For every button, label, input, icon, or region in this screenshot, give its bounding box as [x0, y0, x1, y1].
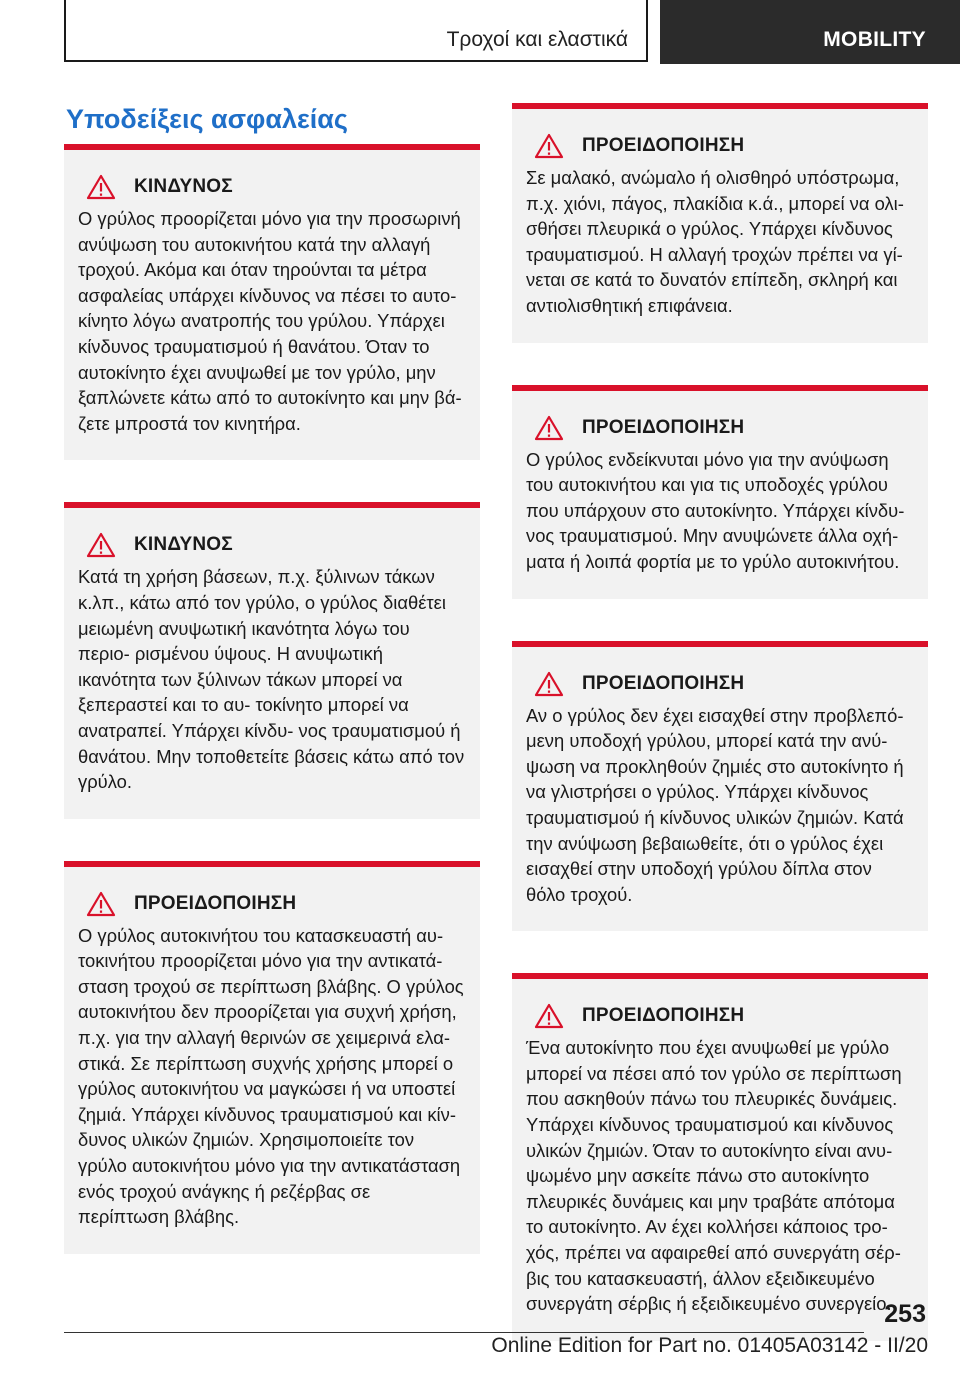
header-chapter-tab — [64, 0, 648, 62]
warning-text: Ο γρύλος ενδείκνυται μόνο για την ανύψωση του αυτοκινήτου και για τις υποδοχές γρύλου που υπάρχουν στο αυτοκίνητο. Υπάρχει κίνδυ- νος τραυματισμού. Μην ανυψώνετε άλλα οχή- ματα ή λοιπά φορτία με το γρύλο αυτοκινήτου. — [526, 448, 905, 572]
warning-box-header — [78, 172, 466, 202]
right-column — [512, 103, 928, 1383]
warning-box-danger-2 — [64, 502, 480, 818]
header-brand-tab — [660, 0, 960, 64]
warning-triangle-icon — [86, 891, 116, 917]
warning-text: Σε μαλακό, ανώμαλο ή ολισθηρό υπόστρωμα, π.χ. χιόνι, πάγος, πλακίδια κ.ά., μπορεί να ολι- σθήσει πλευρικά ο γρύλος. Υπάρχει κίνδυνος τραυματισμού. Η αλλαγή τροχών πρέπει να γί- νεται σε κατά το δυνατόν επίπεδη, σκληρή και αντιολισθητική επιφάνεια. — [526, 167, 904, 316]
warning-box-caution-1 — [64, 861, 480, 1254]
warning-label: ΠΡΟΕΙΔΟΠΟΙΗΣΗ — [582, 672, 745, 694]
warning-box-caution-5 — [512, 973, 928, 1341]
warning-label: ΠΡΟΕΙΔΟΠΟΙΗΣΗ — [134, 892, 297, 914]
warning-triangle-icon — [534, 671, 564, 697]
warning-label: ΠΡΟΕΙΔΟΠΟΙΗΣΗ — [582, 416, 745, 438]
warning-box-header — [526, 131, 914, 161]
warning-triangle-icon — [534, 1003, 564, 1029]
warning-label: ΚΙΝΔΥΝΟΣ — [134, 176, 233, 197]
warning-label: ΠΡΟΕΙΔΟΠΟΙΗΣΗ — [582, 1005, 745, 1027]
warning-box-caution-3 — [512, 385, 928, 599]
page-number: 253 — [884, 1300, 926, 1328]
warning-box-caution-2 — [512, 103, 928, 343]
warning-text: Αν ο γρύλος δεν έχει εισαχθεί στην προβλεπό- μενη υποδοχή γρύλου, μπορεί κατά την ανύ- ψωση να προκληθούν ζημιές στο αυτοκίνητο ή να γλιστρήσει ο γρύλος. Υπάρχει κίνδυνος τραυματισμού ή κίνδυνος υλικών ζημιών. Κατά την ανύψωση βεβαιωθείτε, ότι ο γρύλος έχει εισαχθεί στην υποδοχή γρύλου δίπλα στον θόλο τροχού. — [526, 704, 904, 905]
warning-box-caution-4 — [512, 641, 928, 932]
warning-triangle-icon — [534, 133, 564, 159]
warning-box-danger-1 — [64, 144, 480, 460]
warning-text: Ο γρύλος προορίζεται μόνο για την προσωρινή ανύψωση του αυτοκινήτου κατά την αλλαγή τροχού. Ακόμα και όταν τηρούνται τα μέτρα ασφαλείας υπάρχει κίνδυνος να πέσει το αυτο- κίνητο λόγω ανατροπής του γρύλου. Υπάρχει κίνδυνος τραυματισμού ή θανάτου. Όταν το αυτοκίνητο έχει ανυψωθεί με τον γρύλο, μην ξαπλώνετε κάτω από το αυτοκίνητο και μην βά- ζετε μπροστά τον κινητήρα. — [78, 208, 462, 434]
warning-text: Ο γρύλος αυτοκινήτου του κατασκευαστή αυ- τοκινήτου προορίζεται μόνο για την αντικατά- σταση τροχού σε περίπτωση βλάβης. Ο γρύλος αυτοκινήτου δεν προορίζεται για συχνή χρήση, π.χ. για την αλλαγή θερινών σε χειμερινά ελα- στικά. Σε περίπτωση συχνής χρήσης μπορεί ο γρύλος αυτοκινήτου να μαγκώσει ή να υποστεί ζημιά. Υπάρχει κίνδυνος τραυματισμού και κίν- δυνος υλικών ζημιών. Χρησιμοποιείτε τον γρύλο αυτοκινήτου μόνο για την αντικατάσταση ενός τροχού ανάγκης ή ρεζέρβας σε περίπτωση βλάβης. — [78, 924, 464, 1228]
edition-footer: Online Edition for Part no. 01405A03142 - II/20 — [491, 1334, 928, 1357]
warning-box-header — [526, 669, 914, 699]
warning-label: ΠΡΟΕΙΔΟΠΟΙΗΣΗ — [582, 135, 745, 156]
section-brand: MOBILITY — [823, 28, 926, 51]
chapter-title: Τροχοί και ελαστικά — [446, 28, 628, 51]
warning-box-header — [526, 413, 914, 443]
warning-text: Κατά τη χρήση βάσεων, π.χ. ξύλινων τάκων κ.λπ., κάτω από τον γρύλο, ο γρύλος διαθέτει μειωμένη ανυψωτική ικανότητα λόγω του περιο- ρισμένου ύψους. Η ανυψωτική ικανότητα των ξύλινων τάκων μπορεί να ξεπεραστεί και το αυ- τοκίνητο μπορεί να ανατραπεί. Υπάρχει κίνδυ- νος τραυματισμού ή θανάτου. Μην τοποθετείτε βάσεις κάτω από τον γρύλο. — [78, 566, 465, 793]
warning-label: ΚΙΝΔΥΝΟΣ — [134, 534, 233, 556]
warning-text: Ένα αυτοκίνητο που έχει ανυψωθεί με γρύλο μπορεί να πέσει από τον γρύλο σε περίπτωση που ασκηθούν πάνω του πλευρικές δυνάμεις. Υπάρχει κίνδυνος τραυματισμού και κίνδυνος υλικών ζημιών. Όταν το αυτοκίνητο είναι ανυ- ψωμένο μην ασκείτε πάνω στο αυτοκίνητο πλευρικές δυνάμεις και μην τραβάτε απότομα το αυτοκίνητο. Αν έχει κολλήσει κάποιος τρο- χός, πρέπει να αφαιρεθεί από συνεργάτη σέρ- βις του κατασκευαστή, άλλον εξειδικευμένο συνεργάτη σέρβις ή εξειδικευμένο συνεργείο. — [526, 1037, 902, 1315]
warning-triangle-icon — [86, 174, 116, 200]
warning-box-header — [78, 530, 466, 560]
warning-triangle-icon — [86, 532, 116, 558]
page-title: Υποδείξεις ασφαλείας — [66, 104, 348, 134]
footer-divider — [64, 1332, 864, 1333]
warning-triangle-icon — [534, 415, 564, 441]
warning-box-header — [78, 889, 466, 919]
warning-box-header — [526, 1001, 914, 1031]
left-column — [64, 144, 480, 1296]
